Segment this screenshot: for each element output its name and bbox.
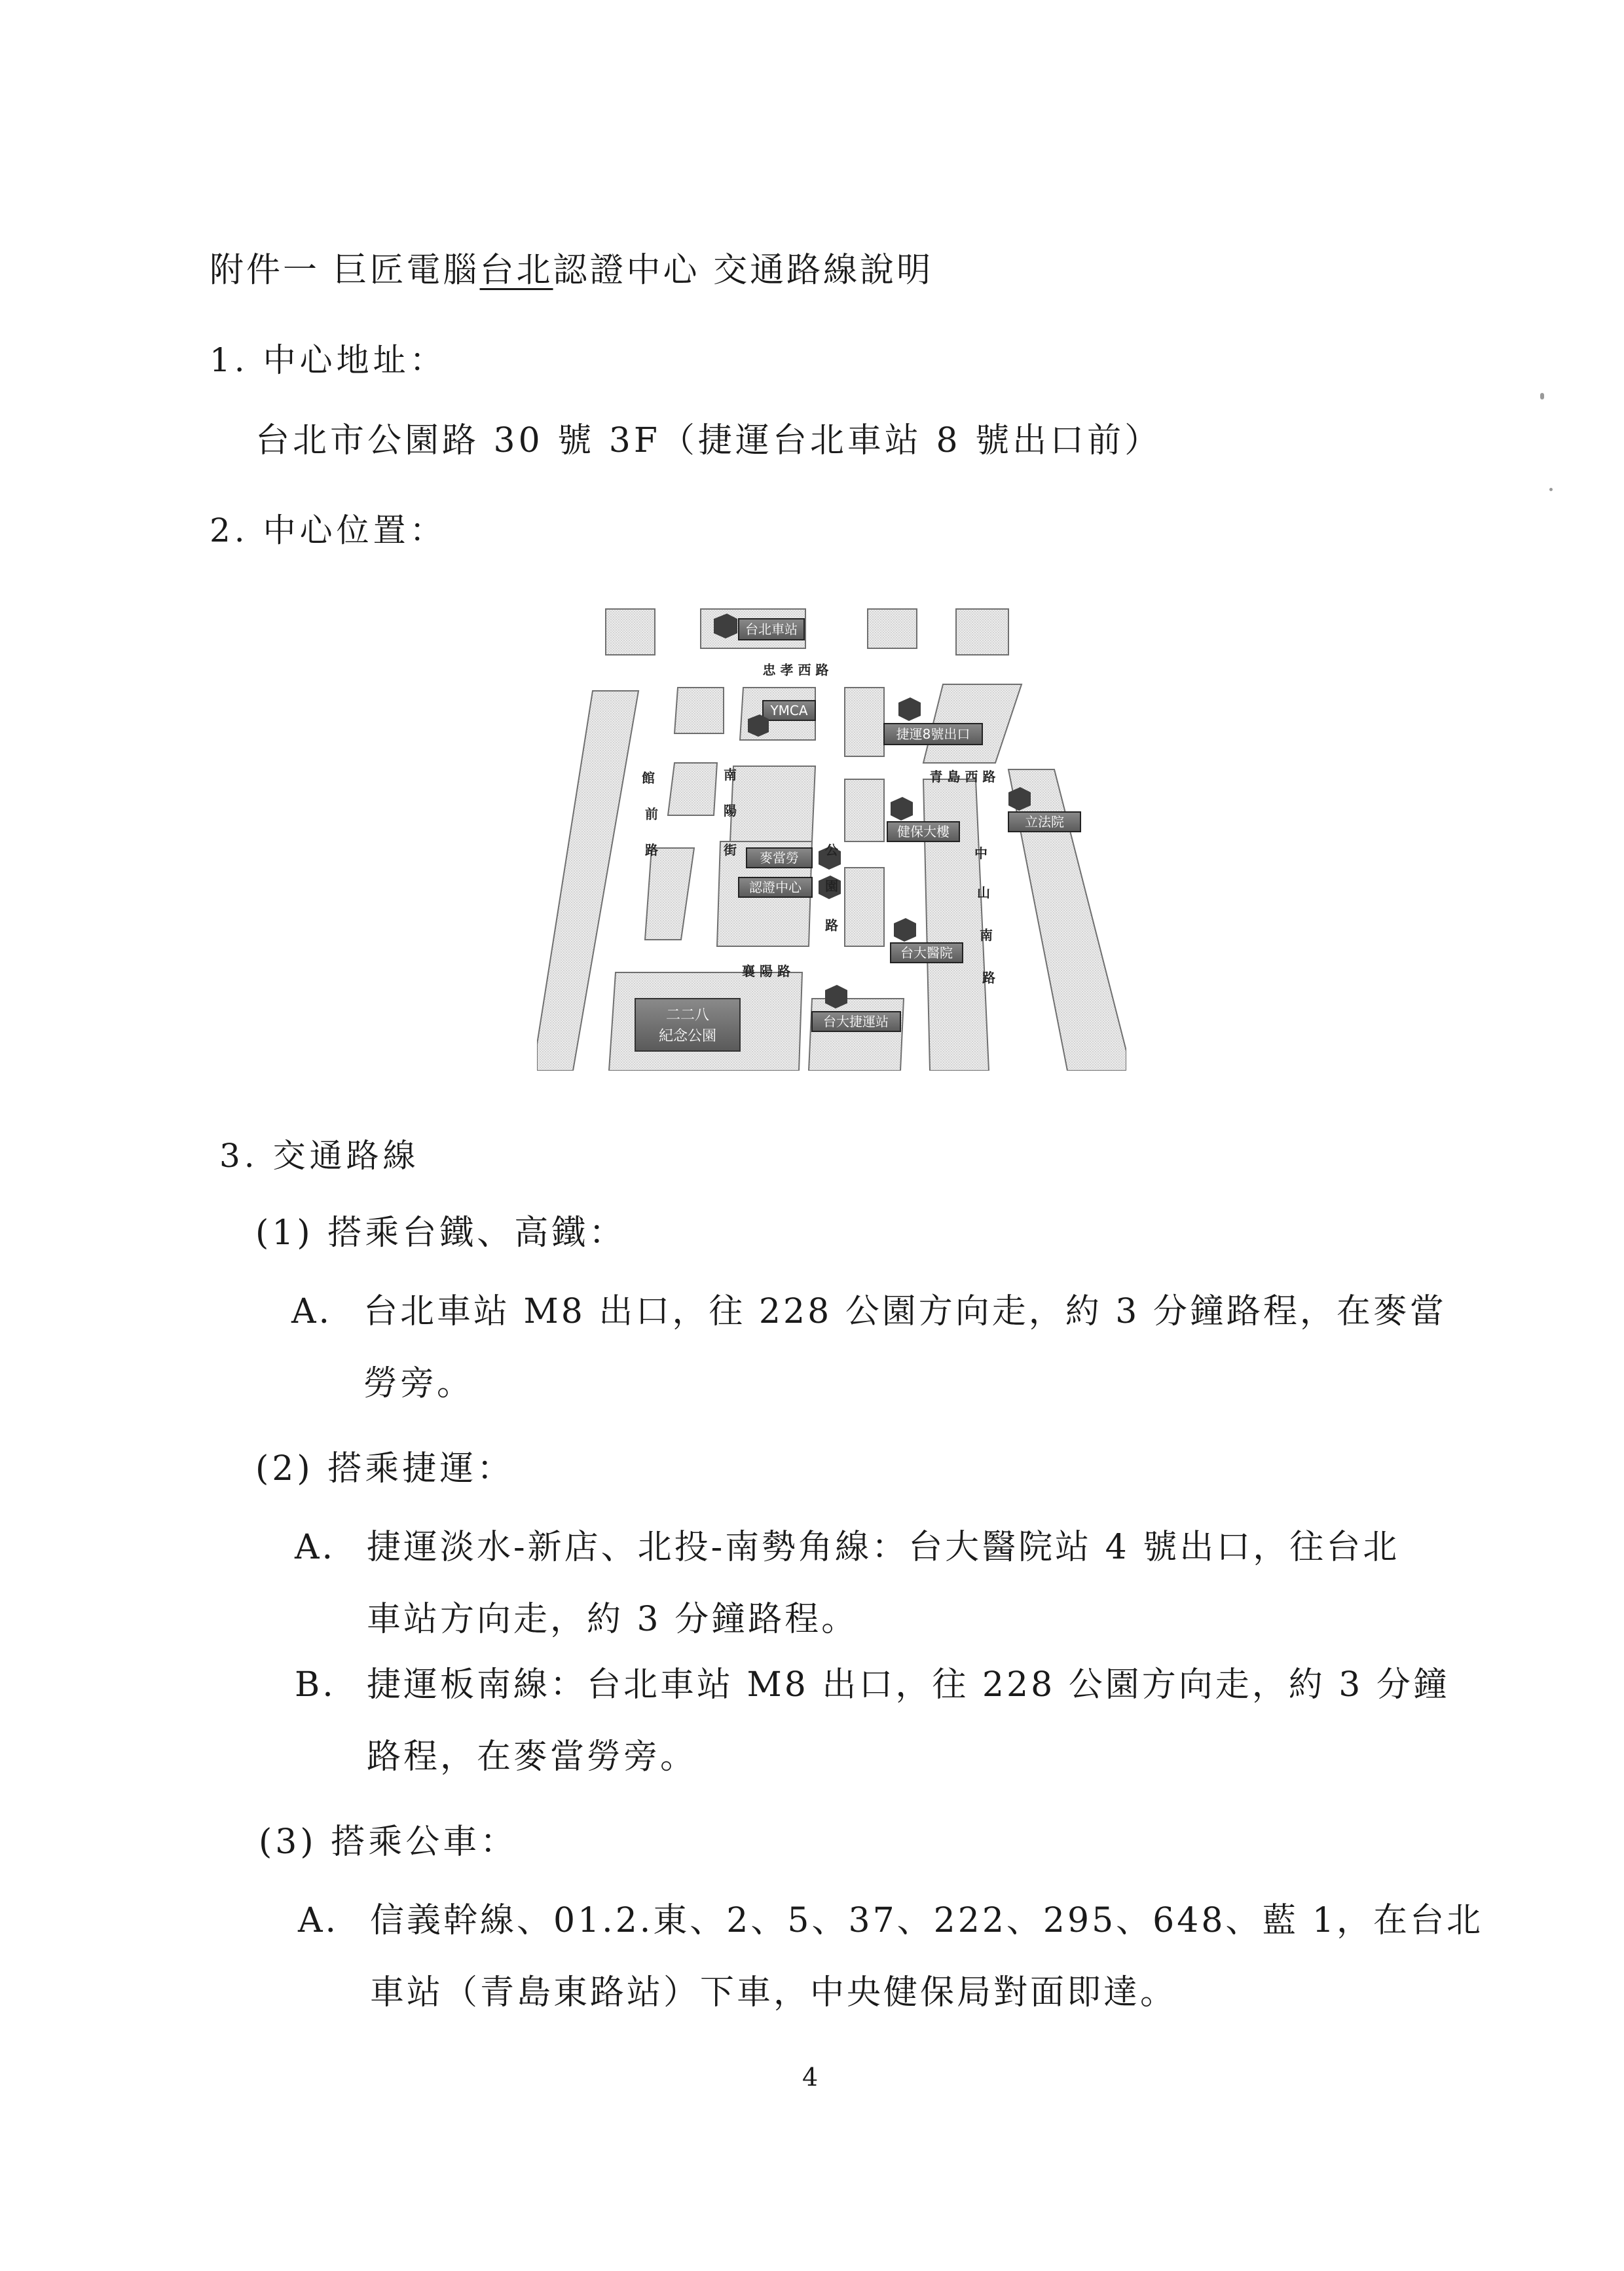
street-xiangyang: 襄 陽 路 <box>742 963 790 979</box>
sub2-item-a-line2: 車站方向走，約 3 分鐘路程。 <box>367 1600 858 1639</box>
map-block <box>668 763 717 815</box>
page-number: 4 <box>802 2063 819 2092</box>
sub1-heading: (1) 搭乘台鐵、高鐵： <box>255 1213 627 1253</box>
sub3-heading: (3) 搭乘公車： <box>259 1822 518 1862</box>
map-block <box>845 868 884 946</box>
place-mcdonalds: 麥當勞 <box>760 850 799 866</box>
location-map <box>537 593 1126 1071</box>
street-qingdao-west: 青 島 西 路 <box>929 769 996 785</box>
item-text: 信義幹線、01.2.東、2、5、37、222、295、648、藍 1，在台北 <box>370 1901 1484 1940</box>
title-underlined-city: 台北 <box>479 251 553 290</box>
place-mrt-exit8: 捷運8號出口 <box>896 726 970 742</box>
street-guanqian-1: 館 <box>642 770 655 786</box>
park-228-label-1: 二二八 <box>665 1007 710 1024</box>
place-cert-center: 認證中心 <box>749 879 802 895</box>
street-nanyang-1: 南 <box>724 767 737 783</box>
park-228-label-2: 紀念公園 <box>658 1028 717 1044</box>
scan-speck <box>1540 393 1544 399</box>
street-zhongshan-2: 山 <box>977 885 990 900</box>
map-block <box>845 688 884 756</box>
place-ymca: YMCA <box>770 703 808 718</box>
street-zhongshan-1: 中 <box>974 845 987 861</box>
section3-heading: 3. 交通路線 <box>219 1137 420 1175</box>
item-marker: A. <box>298 1901 339 1940</box>
street-zhongxiao-west: 忠 孝 西 路 <box>762 662 829 678</box>
section1-heading: 1. 中心地址： <box>210 341 447 379</box>
street-zhongshan-3: 南 <box>980 927 993 943</box>
map-block <box>845 779 884 841</box>
scan-speck <box>1549 488 1553 491</box>
map-block <box>674 688 724 733</box>
map-block <box>606 609 655 655</box>
street-gongyuan-1: 公 <box>825 842 838 858</box>
map-block <box>956 609 1008 655</box>
street-gongyuan-3: 路 <box>825 917 838 933</box>
sub2-item-b-line2: 路程，在麥當勞旁。 <box>367 1737 697 1777</box>
sub3-item-a-line1 <box>298 1892 1483 1942</box>
place-taipei-station: 台北車站 <box>745 621 798 637</box>
item-marker: B. <box>295 1665 336 1705</box>
map-block <box>730 766 815 841</box>
page-title <box>210 242 933 291</box>
mrt-exit-cube-icon <box>898 697 921 721</box>
street-zhongshan-4: 路 <box>982 970 995 986</box>
map-block <box>868 609 917 648</box>
ntuh-cube-icon <box>894 918 916 942</box>
center-address: 台北市公園路 30 號 3F（捷運台北車站 8 號出口前） <box>255 421 1162 460</box>
health-building-cube-icon <box>891 797 913 821</box>
street-nanyang-3: 街 <box>724 842 737 858</box>
place-health-building: 健保大樓 <box>897 824 950 840</box>
place-ntuh-mrt: 台大捷運站 <box>823 1014 889 1029</box>
sub1-item-a-line2: 勞旁。 <box>363 1364 474 1403</box>
item-text: 台北車站 M8 出口，往 228 公園方向走，約 3 分鐘路程，在麥當 <box>363 1292 1447 1331</box>
map-block <box>645 848 694 940</box>
item-marker: A. <box>295 1528 336 1567</box>
item-text: 捷運板南線：台北車站 M8 出口，往 228 公園方向走，約 3 分鐘 <box>367 1665 1450 1705</box>
street-guanqian-2: 前 <box>645 806 658 822</box>
sub2-heading: (2) 搭乘捷運： <box>255 1449 515 1488</box>
street-nanyang-2: 陽 <box>724 803 737 819</box>
title-prefix: 附件一 巨匠電腦 <box>210 251 480 290</box>
place-legislative-yuan: 立法院 <box>1025 814 1064 830</box>
sub3-item-a-line2: 車站（青島東路站）下車，中央健保局對面即達。 <box>370 1973 1177 2012</box>
map-block <box>809 999 904 1071</box>
place-ntuh: 台大醫院 <box>900 945 953 961</box>
street-guanqian-3: 路 <box>645 842 658 858</box>
sub1-item-a-line1 <box>291 1283 1447 1333</box>
street-gongyuan-2: 園 <box>825 878 838 894</box>
item-text: 捷運淡水-新店、北投-南勢角線：台大醫院站 4 號出口，往台北 <box>367 1528 1400 1567</box>
item-marker: A. <box>291 1292 333 1331</box>
section2-heading: 2. 中心位置： <box>210 511 447 549</box>
sub2-item-b-line1 <box>295 1657 1450 1706</box>
title-suffix: 認證中心 交通路線說明 <box>553 251 934 290</box>
sub2-item-a-line1 <box>295 1519 1399 1568</box>
